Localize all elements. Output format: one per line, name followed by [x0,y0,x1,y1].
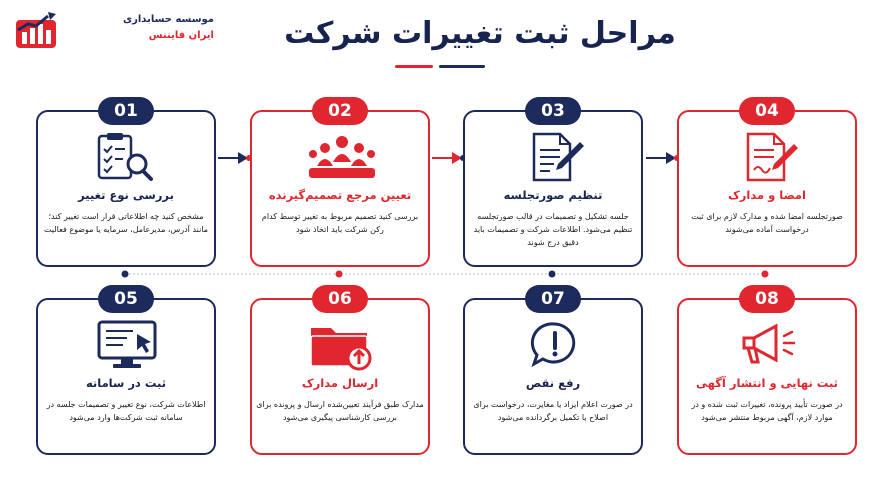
step-number: 01 [98,97,154,125]
step-title: بررسی نوع تغییر [78,188,174,202]
step-title: امضا و مدارک [728,188,806,202]
step-number: 08 [739,285,795,313]
folder-upload-icon [307,320,377,372]
step-description: صورتجلسه امضا شده و مدارک لازم برای ثبت درخواست آماده می‌شوند [691,212,843,234]
brand-line-1: موسسه حسابداری [122,14,214,25]
alert-bubble-icon [520,320,590,372]
page-title: مراحل ثبت تغییرات شرکت [284,16,676,51]
step-card-03 [463,101,643,267]
checklist-magnifier-icon [93,132,163,184]
step-card-02 [250,101,430,267]
step-title: ارسال مدارک [301,376,379,390]
step-card-08 [677,289,857,455]
step-description: بررسی کنید تصمیم مربوط به تغییر توسط کدام رکن شرکت باید اتخاذ شود [261,212,419,234]
document-pen-icon [520,132,590,184]
step-card-06 [250,289,430,455]
brand-line-2: ایران فایننس [148,30,214,41]
step-number: 04 [739,97,795,125]
step-number: 05 [98,285,154,313]
signed-document-icon [734,132,804,184]
step-card-07 [463,289,643,455]
step-description: مشخص کنید چه اطلاعاتی قرار است تغییر کند؛ مانند آدرس، مدیرعامل، سرمایه یا موضوع فعالیت [43,212,209,234]
step-number: 02 [312,97,368,125]
monitor-cursor-icon [93,320,163,372]
step-title: ثبت در سامانه [85,376,167,390]
board-meeting-icon [307,132,377,184]
step-title: ثبت نهایی و انتشار آگهی [696,376,838,390]
step-description: جلسه تشکیل و تصمیمات در قالب صورتجلسه تنظیم می‌شود. اطلاعات شرکت و تصمیمات باید دقیق درج شوند [473,212,633,247]
step-description: در صورت تأیید پرونده، تغییرات ثبت شده و در موارد لازم، آگهی مربوط منتشر می‌شود [691,400,843,422]
step-description: در صورت اعلام ایراد یا مغایرت، درخواست برای اصلاح یا تکمیل برگردانده می‌شود [473,400,633,422]
step-card-01 [36,101,216,267]
step-number: 07 [525,285,581,313]
step-title: تعیین مرجع تصمیم‌گیرنده [268,188,412,202]
step-card-04 [677,101,857,267]
step-title: رفع نقص [525,376,581,390]
step-card-05 [36,289,216,455]
step-description: مدارک طبق فرآیند تعیین‌شده ارسال و پرونده برای بررسی کارشناسی پیگیری می‌شود [256,400,424,422]
step-title: تنظیم صورتجلسه [503,188,603,202]
step-description: اطلاعات شرکت، نوع تغییر و تصمیمات جلسه در سامانه ثبت شرکت‌ها وارد می‌شود [46,400,206,422]
step-number: 03 [525,97,581,125]
megaphone-icon [734,320,804,372]
step-number: 06 [312,285,368,313]
